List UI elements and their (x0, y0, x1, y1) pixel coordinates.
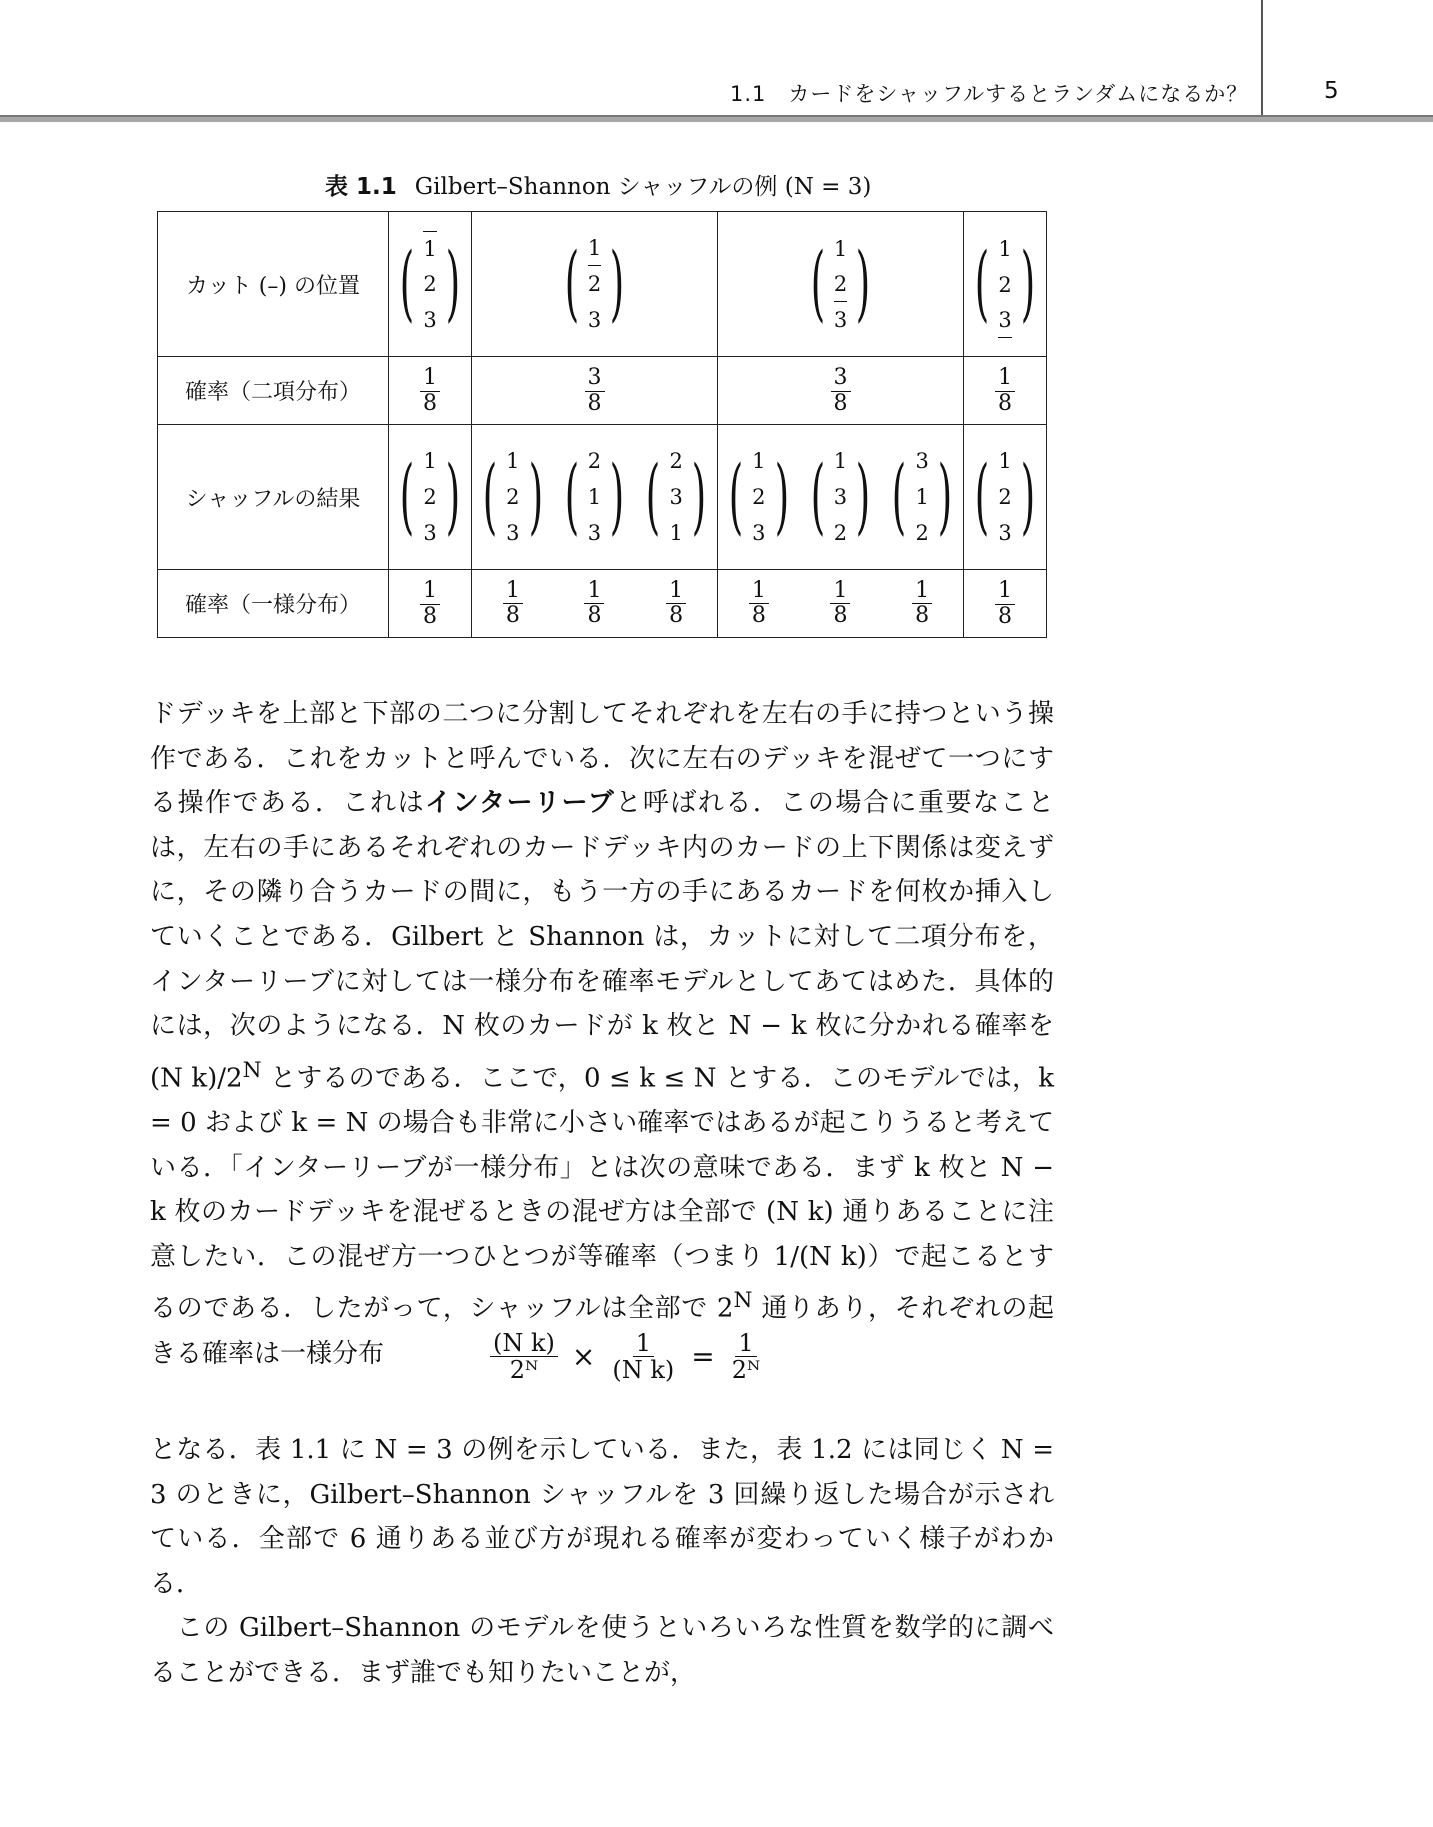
row-label-cut: カット (–) の位置 (158, 212, 389, 357)
binomial-prob-2: $\frac{3}{8}$ (472, 357, 718, 425)
binomial-prob-1: $\frac{1}{8}$ (389, 357, 472, 425)
body-paragraph-2: となる．表 1.1 に N = 3 の例を示している．また，表 1.2 には同じく N = 3 のときに，Gilbert–Shannon シャッフルを 3 回繰り返した場合が示されている．全部で 6 通りある並び方が現れる確率が変わっていく様子がわかる． この Gilbert–Shannon のモデルを使うといろいろな性質を数学的に調べることができる．まず誰でも知りたいことが， (150, 1428, 1054, 1696)
result-cell-2 (472, 425, 718, 570)
cut-cell-2 (472, 212, 718, 357)
uniform-prob-cell: $\frac{1}{8}$ $\frac{1}{8}$ $\frac{1}{8}$ (472, 570, 718, 638)
display-equation: $\frac{\text{(N k)}}{\text{2ᴺ}}$ × $\frac{1}{\text{(N k)}}$ = $\frac{1}{\text{2ᴺ}}$ (490, 1330, 763, 1384)
table-caption (325, 168, 871, 201)
binomial-prob-4: $\frac{1}{8}$ (964, 357, 1047, 425)
term-interleave: インターリーブ (425, 788, 616, 819)
result-vector: ( 2 3 1 ) (646, 449, 707, 545)
binomial-prob-3: $\frac{3}{8}$ (718, 357, 964, 425)
result-vector: ( 1 2 3 ) (975, 449, 1035, 545)
result-vector: ( 1 2 3 ) (728, 449, 789, 545)
row-label-result: シャッフルの結果 (158, 425, 389, 570)
row-label-binomial: 確率（二項分布） (158, 357, 389, 425)
header-rule (0, 115, 1433, 122)
result-vector: ( 1 2 3 ) (482, 449, 543, 545)
result-vector: ( 2 1 3 ) (564, 449, 625, 545)
cut-cell-4 (964, 212, 1047, 357)
uniform-prob-cell: $\frac{1}{8}$ (389, 570, 472, 638)
cut-vector: ( 1 2 3 ) (556, 231, 633, 338)
cut-vector: ( 1 2 3 ) (966, 231, 1043, 338)
cut-cell-3 (718, 212, 964, 357)
header-divider-vertical (1261, 0, 1263, 117)
body-paragraph-3: この Gilbert–Shannon のモデルを使うといろいろな性質を数学的に調べることができる．まず誰でも知りたいことが， (150, 1613, 1054, 1688)
body-paragraph-1: ドデッキを上部と下部の二つに分割してそれぞれを左右の手に持つという操作である．これをカットと呼んでいる．次に左右のデッキを混ぜて一つにする操作である．これはインターリーブと呼ばれる．この場合に重要なことは，左右の手にあるそれぞれのカードデッキ内のカードの上下関係は変えずに，その隣り合うカードの間に，もう一方の手にあるカードを何枚か挿入していくことである．Gilbert と Shannon は，カットに対して二項分布を，インターリーブに対しては一様分布を確率モデルとしてあてはめた．具体的には，次のようになる．N 枚のカードが k 枚と N − k 枚に分かれる確率を (N $k)/2^N$ とするのである．ここで，0 ≤ k ≤ N とする．このモデルでは，k = 0 および k = N の場合も非常に小さい確率ではあるが起こりうると考えている．「インターリーブが一様分布」とは次の意味である．まず k 枚と N − k 枚のカードデッキを混ぜるときの混ぜ方は全部で (N k) 通りあることに注意したい．この混ぜ方一つひとつが等確率（つまり 1/(N k)）で起こるとするのである．したがって，シャッフルは全部で $2^N$ 通りあり，それぞれの起きる確率は一様分布 (150, 699, 1055, 1369)
result-vector: ( 1 3 2 ) (810, 449, 871, 545)
page-number: 5 (1324, 78, 1339, 104)
cut-cell-1 (389, 212, 472, 357)
result-cell-4 (964, 425, 1047, 570)
result-vector: ( 1 2 3 ) (400, 449, 460, 545)
row-label-uniform: 確率（一様分布） (158, 570, 389, 638)
uniform-prob-cell: $\frac{1}{8}$ $\frac{1}{8}$ $\frac{1}{8}$ (718, 570, 964, 638)
result-cell-1 (389, 425, 472, 570)
running-header: 1.1 カードをシャッフルするとランダムになるか？ (730, 82, 1249, 106)
table-caption-text: Gilbert–Shannon シャッフルの例 (N = 3) (414, 174, 872, 200)
uniform-prob-cell: $\frac{1}{8}$ (964, 570, 1047, 638)
table-caption-label: 表 1.1 (325, 174, 397, 200)
result-vector: ( 3 1 2 ) (892, 449, 953, 545)
cut-vector: ( 1 2 3 ) (810, 236, 871, 332)
shuffle-table (157, 211, 1047, 638)
result-cell-3 (718, 425, 964, 570)
cut-vector: ( 1 2 3 ) (391, 231, 468, 338)
